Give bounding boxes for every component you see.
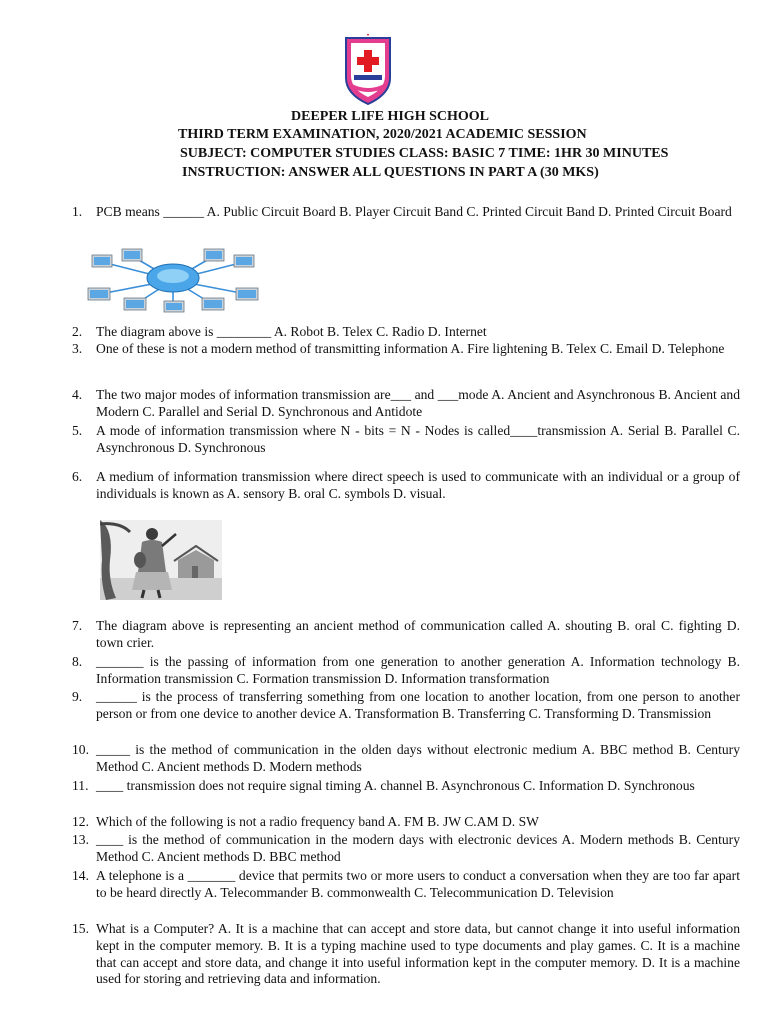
question-text: A mode of information transmission where N - bits = N - Nodes is called____transmission A. Serial B. Parallel C. Asynchronous D. Synchronous (96, 423, 740, 455)
question-text: The diagram above is representing an ancient method of communication called A. shouting B. oral C. fighting D. town crier. (96, 618, 740, 650)
school-logo (340, 34, 396, 106)
question-text: PCB means ______ A. Public Circuit Board B. Player Circuit Band C. Printed Circuit Band D. Printed Circuit Board (96, 204, 732, 219)
question-number: 2. (72, 324, 83, 339)
question-number: 12. (72, 814, 89, 829)
question-text: ____ transmission does not require signal timing A. channel B. Asynchronous C. Information D. Synchronous (96, 778, 695, 793)
question-number: 3. (72, 341, 83, 356)
question-8 (72, 654, 740, 688)
question-number: 5. (72, 423, 83, 438)
internet-network-diagram (80, 246, 266, 314)
question-text: ______ is the process of transferring something from one location to another location, from one person to another person or from one device to another device A. Transformation B. Transferring C. Transforming D. Transmission (96, 689, 740, 721)
question-text: Which of the following is not a radio frequency band A. FM B. JW C.AM D. SW (96, 814, 539, 829)
question-number: 1. (72, 204, 83, 219)
subject-line: SUBJECT: COMPUTER STUDIES CLASS: BASIC 7 TIME: 1HR 30 MINUTES (180, 146, 669, 161)
question-15 (72, 921, 740, 988)
question-number: 14. (72, 868, 89, 883)
question-text: The two major modes of information transmission are___ and ___mode A. Ancient and Asynchronous B. Ancient and Modern C. Parallel and Serial D. Synchronous and Antidote (96, 387, 740, 419)
question-text: _______ is the passing of information from one generation to another generation A. Information technology B. Information transmission C. Formation transmission D. Information transformation (96, 654, 740, 686)
question-number: 11. (72, 778, 89, 793)
question-number: 10. (72, 742, 89, 757)
question-text: The diagram above is ________ A. Robot B. Telex C. Radio D. Internet (96, 324, 487, 339)
question-number: 13. (72, 832, 89, 847)
town-crier-picture (100, 520, 222, 600)
question-number: 7. (72, 618, 83, 633)
question-2 (72, 324, 740, 341)
question-text: A medium of information transmission where direct speech is used to communicate with an individual or a group of individuals is known as A. sensory B. oral C. symbols D. visual. (96, 469, 740, 501)
question-number: 15. (72, 921, 89, 936)
instruction-line: INSTRUCTION: ANSWER ALL QUESTIONS IN PART A (30 MKS) (182, 165, 599, 180)
question-7 (72, 618, 740, 652)
question-3 (72, 341, 740, 358)
question-14 (72, 868, 740, 902)
question-number: 6. (72, 469, 83, 484)
question-6 (72, 469, 740, 503)
question-11 (72, 778, 740, 795)
question-number: 9. (72, 689, 83, 704)
exam-title: THIRD TERM EXAMINATION, 2020/2021 ACADEMIC SESSION (178, 127, 587, 142)
question-5 (72, 423, 740, 457)
question-4 (72, 387, 740, 421)
question-text: ____ is the method of communication in the modern days with electronic devices A. Modern methods B. Century Method C. Ancient methods D. BBC method (96, 832, 740, 864)
question-10 (72, 742, 740, 776)
question-12 (72, 814, 740, 831)
question-1 (72, 204, 740, 221)
question-text: _____ is the method of communication in the olden days without electronic medium A. BBC method B. Century Method C. Ancient methods D. Modern methods (96, 742, 740, 774)
question-number: 4. (72, 387, 83, 402)
question-9 (72, 689, 740, 723)
question-text: A telephone is a _______ device that permits two or more users to conduct a conversation when they are too far apart to be heard directly A. Telecommander B. commonwealth C. Telecommunication D. Television (96, 868, 740, 900)
question-number: 8. (72, 654, 83, 669)
school-name: DEEPER LIFE HIGH SCHOOL (291, 109, 489, 124)
question-text: One of these is not a modern method of transmitting information A. Fire lightening B. Telex C. Email D. Telephone (96, 341, 725, 356)
question-13 (72, 832, 740, 866)
question-text: What is a Computer? A. It is a machine that can accept and store data, but cannot change it into useful information kept in the computer memory. B. It is a typing machine used to type documents and play games. C. It is a machine that can accept and store data, and change it into useful information kept in the computer memory. D. It is a machine used for storing and retrieving data and information. (96, 921, 740, 987)
